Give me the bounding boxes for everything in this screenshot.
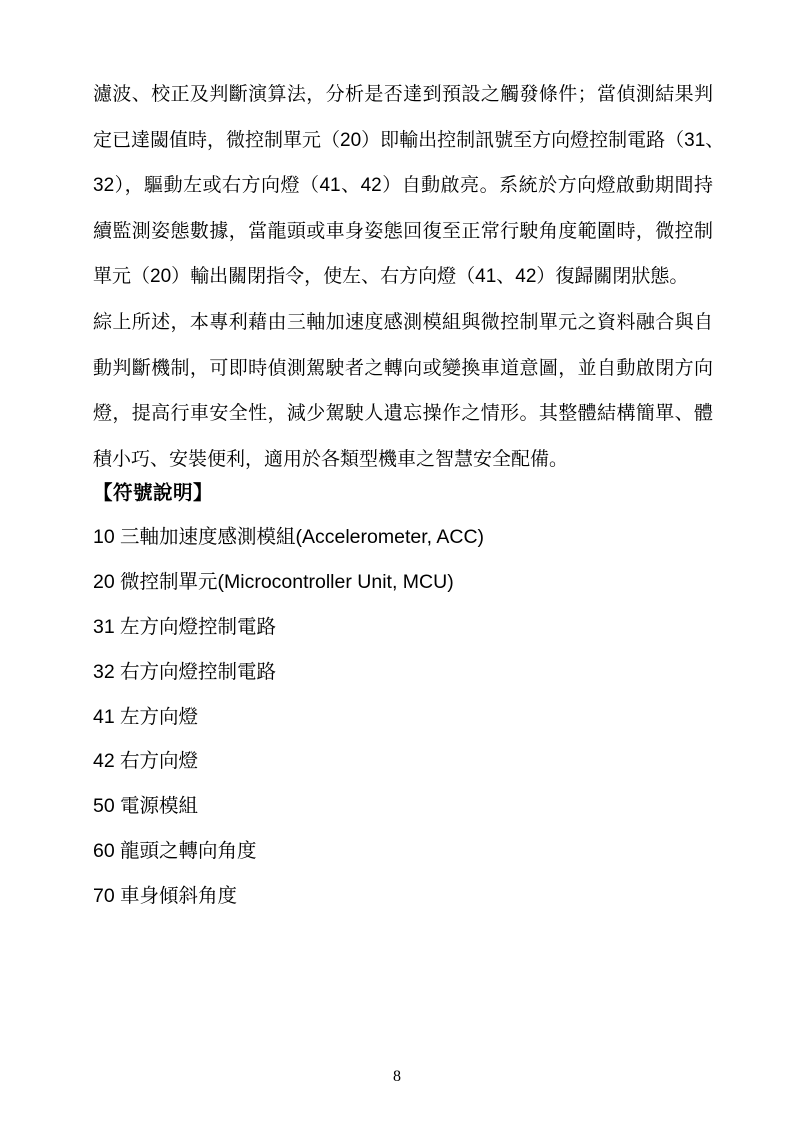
paragraph <box>93 300 713 482</box>
symbol-number: 31 <box>93 615 115 638</box>
paragraph-line: 積小巧、安裝便利，適用於各類型機車之智慧安全配備。 <box>93 448 569 470</box>
paragraphs <box>93 72 725 482</box>
symbol-row <box>93 784 713 829</box>
symbol-number: 10 <box>93 526 115 549</box>
paragraph <box>93 72 725 300</box>
section-heading: 【符號說明】 <box>93 482 214 505</box>
symbol-row <box>93 605 713 650</box>
symbol-label: 微控制單元(Microcontroller Unit, MCU) <box>120 571 454 594</box>
symbol-list <box>93 515 713 918</box>
symbol-row <box>93 650 713 695</box>
symbol-number: 20 <box>93 571 115 594</box>
symbol-row <box>93 874 713 919</box>
paragraph-line: 綜上所述，本專利藉由三軸加速度感測模組與微控制單元之資料融合與自 <box>93 311 713 333</box>
symbol-row <box>93 739 713 784</box>
symbol-label: 左方向燈控制電路 <box>120 615 277 638</box>
symbol-number: 32 <box>93 660 115 683</box>
paragraph-line: 動判斷機制，可即時偵測駕駛者之轉向或變換車道意圖，並自動啟閉方向 <box>93 357 713 379</box>
symbol-row <box>93 829 713 874</box>
symbol-row <box>93 560 713 605</box>
paragraph-line: 單元（20）輸出關閉指令，使左、右方向燈（41、42）復歸關閉狀態。 <box>93 266 689 288</box>
symbol-row <box>93 695 713 740</box>
symbol-number: 50 <box>93 795 115 818</box>
paragraph-line: 燈，提高行車安全性，減少駕駛人遺忘操作之情形。其整體結構簡單、體 <box>93 403 713 425</box>
symbol-row <box>93 515 713 560</box>
page-number: 8 <box>393 1068 401 1085</box>
document-body <box>93 72 725 919</box>
symbol-label: 車身傾斜角度 <box>120 884 238 907</box>
symbol-number: 60 <box>93 839 115 862</box>
symbol-label: 三軸加速度感測模組(Accelerometer, ACC) <box>120 526 485 549</box>
symbol-label: 左方向燈 <box>120 705 199 728</box>
paragraph-line: 32），驅動左或右方向燈（41、42）自動啟亮。系統於方向燈啟動期間持 <box>93 175 713 197</box>
symbol-label: 右方向燈控制電路 <box>120 660 277 683</box>
symbol-label: 右方向燈 <box>120 750 199 773</box>
page-footer <box>0 1068 794 1086</box>
paragraph-line: 續監測姿態數據，當龍頭或車身姿態回復至正常行駛角度範圍時，微控制 <box>93 220 713 242</box>
symbol-label: 龍頭之轉向角度 <box>120 839 257 862</box>
symbol-number: 70 <box>93 884 115 907</box>
symbol-number: 41 <box>93 705 115 728</box>
symbol-number: 42 <box>93 750 115 773</box>
symbol-label: 電源模組 <box>120 795 199 818</box>
paragraph-line: 定已達閾值時，微控制單元（20）即輸出控制訊號至方向燈控制電路（31、 <box>93 129 725 151</box>
paragraph-line: 濾波、校正及判斷演算法，分析是否達到預設之觸發條件；當偵測結果判 <box>93 84 713 105</box>
